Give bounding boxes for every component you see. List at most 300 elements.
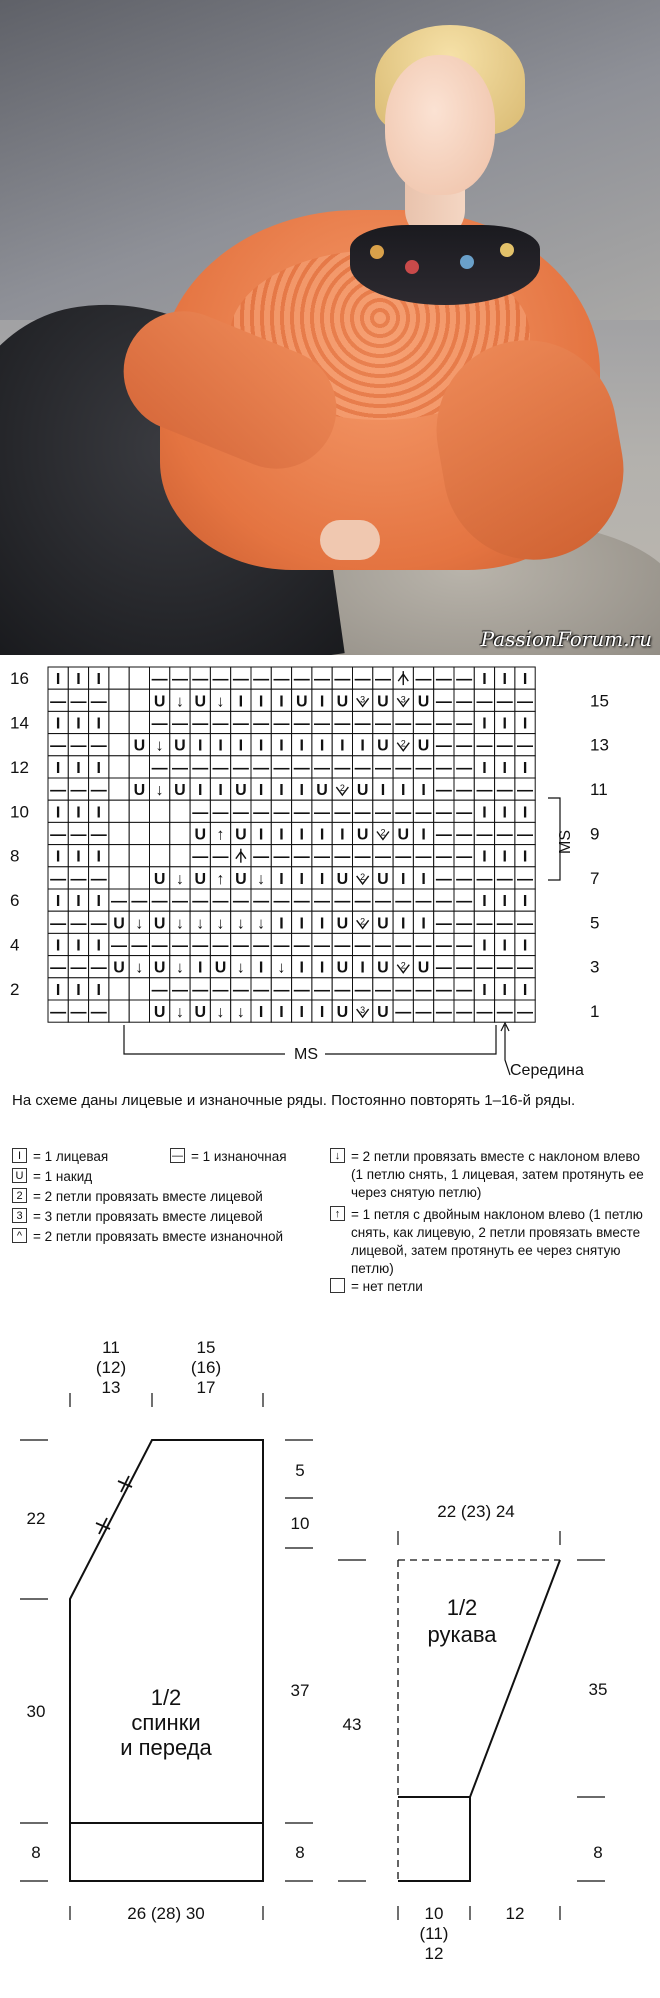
chart-cell-text: U — [153, 915, 166, 933]
chart-cell-text: — — [517, 782, 534, 800]
chart-cell-text: — — [212, 671, 229, 689]
chart-cell — [68, 867, 88, 889]
chart-cell — [170, 978, 190, 1000]
chart-cell — [292, 756, 312, 778]
chart-cell-text: — — [151, 715, 168, 733]
chart-cell — [210, 689, 230, 711]
chart-cell-text: — — [314, 848, 331, 866]
chart-cell — [210, 867, 230, 889]
chart-cell — [150, 800, 170, 822]
chart-cell — [129, 933, 149, 955]
chart-cell-text: U — [153, 870, 166, 888]
chart-cell-text: I — [319, 1004, 325, 1022]
chart-cell-text: I — [55, 671, 61, 689]
body-right-37: 37 — [290, 1681, 310, 1700]
chart-cell — [474, 911, 494, 933]
chart-cell-text: — — [456, 671, 473, 689]
chart-cell — [251, 822, 271, 844]
chart-cell — [373, 911, 393, 933]
body-bottom: 26 (28) 30 — [127, 1904, 205, 1923]
chart-cell — [109, 756, 129, 778]
chart-cell — [68, 1000, 88, 1022]
chart-cell-text: — — [192, 671, 209, 689]
chart-cell-text: — — [273, 937, 290, 955]
chart-cell — [68, 933, 88, 955]
chart-cell-text: — — [232, 804, 249, 822]
chart-cell-text: — — [435, 671, 452, 689]
chart-cell — [251, 689, 271, 711]
chart-cell — [332, 756, 352, 778]
chart-cell — [251, 778, 271, 800]
chart-cell — [231, 756, 251, 778]
chart-cell-text: I — [55, 804, 61, 822]
chart-cell — [373, 845, 393, 867]
chart-cell — [373, 956, 393, 978]
chart-cell — [150, 978, 170, 1000]
chart-cell — [48, 800, 68, 822]
row-number-right: 9 — [590, 824, 600, 844]
chart-cell — [271, 889, 291, 911]
chart-cell-text: — — [435, 981, 452, 999]
chart-cell-text: U — [235, 826, 247, 844]
chart-cell — [312, 889, 332, 911]
chart-cell — [231, 911, 251, 933]
chart-cell — [292, 845, 312, 867]
chart-cell — [332, 822, 352, 844]
chart-cell-text: — — [374, 715, 391, 733]
chart-cell — [393, 778, 413, 800]
row-number-left: 6 — [10, 891, 20, 911]
chart-cell-text: — — [456, 782, 473, 800]
chart-cell-text: — — [334, 759, 351, 777]
chart-cell — [495, 889, 515, 911]
chart-cell — [292, 711, 312, 733]
chart-cell-text: — — [151, 893, 168, 911]
chart-cell — [495, 956, 515, 978]
chart-cell — [515, 800, 535, 822]
chart-cell — [251, 734, 271, 756]
chart-cell-text: — — [192, 937, 209, 955]
chart-cell-text: — — [253, 671, 270, 689]
chart-cell-text: — — [496, 959, 513, 977]
chart-cell-text: — — [212, 848, 229, 866]
chart-cell-text: ↓ — [155, 782, 164, 800]
ms-vertical-label: MS — [557, 830, 574, 854]
chart-cell — [353, 845, 373, 867]
chart-cell — [495, 911, 515, 933]
chart-cell — [292, 822, 312, 844]
chart-cell-text: — — [293, 981, 310, 999]
k2tog-icon: 2 — [12, 1188, 27, 1203]
chart-cell-text: — — [334, 715, 351, 733]
chart-cell-text: I — [319, 959, 325, 977]
chart-cell-text: I — [96, 937, 101, 955]
chart-cell-text: — — [50, 1004, 67, 1022]
chart-cell-text: — — [171, 937, 188, 955]
chart-cell — [474, 778, 494, 800]
chart-cell — [292, 734, 312, 756]
chart-cell-text: — — [192, 893, 209, 911]
chart-cell — [251, 956, 271, 978]
chart-cell — [48, 778, 68, 800]
chart-cell — [109, 1000, 129, 1022]
chart-cell — [393, 845, 413, 867]
chart-cell-text: — — [171, 759, 188, 777]
chart-cell-text: — — [354, 804, 371, 822]
chart-cell-text: I — [55, 759, 61, 777]
chart-cell-text: I — [76, 937, 81, 955]
chart-cell — [434, 933, 454, 955]
chart-cell — [251, 933, 271, 955]
chart-cell — [48, 867, 68, 889]
chart-cell — [454, 822, 474, 844]
k3tog-icon: 3 — [12, 1208, 27, 1223]
chart-cell-text: — — [253, 937, 270, 955]
chart-cell — [353, 867, 373, 889]
chart-cell — [170, 734, 190, 756]
chart-cell — [109, 956, 129, 978]
chart-cell-text: — — [334, 981, 351, 999]
chart-cell — [434, 800, 454, 822]
chart-cell-text: — — [435, 915, 452, 933]
body-left-22: 22 — [26, 1509, 46, 1528]
chart-cell — [231, 956, 251, 978]
chart-cell — [353, 978, 373, 1000]
chart-cell — [251, 889, 271, 911]
chart-cell-text: I — [502, 893, 507, 911]
chart-cell-text: U — [194, 826, 207, 844]
legend-text: = 1 петля с двойным наклоном влево (1 петлю снять, как лицевую, 2 петли провязать вместе лицевой, затем протянуть ее через снятую петлю) — [351, 1207, 643, 1276]
row-number-left: 16 — [10, 669, 29, 689]
chart-cell-text: — — [192, 804, 209, 822]
chart-cell — [109, 933, 129, 955]
chart-cell-text: U — [417, 737, 430, 755]
chart-cell — [393, 689, 413, 711]
chart-cell — [434, 956, 454, 978]
chart-cell-text: I — [76, 848, 81, 866]
chart-cell-text: I — [238, 693, 244, 711]
chart-cell-text: I — [96, 893, 101, 911]
chart-cell — [413, 667, 433, 689]
chart-cell-text: I — [279, 1004, 284, 1022]
chart-cell — [109, 711, 129, 733]
chart-cell — [434, 822, 454, 844]
chart-cell-text: — — [90, 1004, 107, 1022]
chart-cell — [373, 889, 393, 911]
chart-cell — [454, 845, 474, 867]
chart-cell — [89, 956, 109, 978]
chart-cell — [68, 800, 88, 822]
legend-p2tog — [12, 1228, 312, 1246]
chart-cell — [393, 956, 413, 978]
chart-cell — [393, 734, 413, 756]
chart-cell — [251, 867, 271, 889]
chart-cell-text: — — [212, 893, 229, 911]
chart-cell-text: ↓ — [257, 915, 266, 933]
legend-text: = 1 накид — [33, 1169, 93, 1184]
chart-cell-text: — — [415, 1004, 432, 1022]
legend-text: = 3 петли провязать вместе лицевой — [33, 1209, 263, 1224]
chart-cell — [292, 689, 312, 711]
chart-cell-text: 2 — [400, 960, 406, 971]
chart-cell — [312, 756, 332, 778]
chart-cell-text: ↑ — [216, 870, 225, 888]
chart-cell — [190, 734, 210, 756]
chart-cell — [210, 756, 230, 778]
chart-cell — [474, 1000, 494, 1022]
chart-cell — [474, 956, 494, 978]
chart-cell — [48, 822, 68, 844]
hand — [320, 520, 380, 560]
chart-cell — [68, 711, 88, 733]
chart-cell-text: — — [293, 715, 310, 733]
chart-cell-text: 3 — [360, 694, 366, 705]
chart-cell-text: — — [374, 937, 391, 955]
chart-cell-text: — — [90, 870, 107, 888]
chart-cell-text: I — [258, 959, 264, 977]
chart-cell — [373, 778, 393, 800]
chart-cell — [393, 756, 413, 778]
legend-k3tog — [12, 1208, 332, 1226]
embellished-collar — [350, 225, 540, 305]
chart-cell-text: I — [299, 1004, 304, 1022]
chart-cell — [89, 911, 109, 933]
chart-cell — [150, 822, 170, 844]
chart-cell-text: — — [354, 715, 371, 733]
chart-cell — [495, 867, 515, 889]
chart-cell-text: — — [293, 848, 310, 866]
chart-cell — [170, 889, 190, 911]
row-number-left: 12 — [10, 757, 29, 777]
chart-cell — [353, 822, 373, 844]
chart-cell — [129, 978, 149, 1000]
chart-cell-text: — — [90, 826, 107, 844]
chart-cell — [190, 911, 210, 933]
chart-cell-text: 2 — [360, 916, 366, 927]
chart-cell — [190, 667, 210, 689]
chart-cell-text: — — [212, 937, 229, 955]
chart-cell — [109, 822, 129, 844]
chart-cell — [190, 778, 210, 800]
chart-cell — [353, 911, 373, 933]
chart-cell — [68, 911, 88, 933]
chart-cell — [210, 711, 230, 733]
chart-cell — [170, 1000, 190, 1022]
chart-cell-text: — — [70, 915, 87, 933]
chart-cell-text: — — [90, 782, 107, 800]
chart-cell — [292, 978, 312, 1000]
chart-cell — [495, 845, 515, 867]
chart-cell — [393, 911, 413, 933]
chart-cell — [373, 667, 393, 689]
chart-cell — [474, 800, 494, 822]
chart-cell-text: I — [299, 782, 304, 800]
chart-cell — [434, 867, 454, 889]
chart-cell-text: — — [192, 848, 209, 866]
body-title-3: и переда — [120, 1735, 212, 1760]
chart-cell — [474, 845, 494, 867]
chart-cell-text: I — [340, 826, 345, 844]
chart-cell — [373, 933, 393, 955]
chart-cell — [495, 933, 515, 955]
chart-cell — [251, 756, 271, 778]
chart-cell-text: I — [218, 737, 223, 755]
legend-text: = 2 петли провязать вместе лицевой — [33, 1189, 263, 1204]
chart-cell-text: I — [319, 870, 325, 888]
chart-cell-text: I — [482, 893, 487, 911]
chart-cell — [312, 822, 332, 844]
chart-cell-text: — — [415, 715, 432, 733]
chart-cell — [170, 822, 190, 844]
chart-cell-text: — — [253, 893, 270, 911]
chart-cell-text: I — [502, 848, 507, 866]
chart-cell — [129, 867, 149, 889]
chart-cell — [210, 667, 230, 689]
chart-cell-text: I — [299, 915, 304, 933]
chart-cell-text: — — [456, 804, 473, 822]
chart-cell-text: — — [131, 937, 148, 955]
chart-cell — [353, 800, 373, 822]
chart-cell — [210, 889, 230, 911]
purl-icon: — — [172, 1149, 183, 1162]
chart-cell-text: 2 — [339, 783, 345, 794]
chart-cell — [393, 822, 413, 844]
legend-k2tog — [12, 1188, 332, 1206]
chart-cell — [68, 756, 88, 778]
chart-cell-text: — — [50, 826, 67, 844]
chart-cell — [474, 822, 494, 844]
chart-cell-text: U — [377, 915, 389, 933]
chart-note: На схеме даны лицевые и изнаночные ряды. Постоянно повторять 1–16-й ряды. — [12, 1092, 576, 1109]
chart-cell-text: — — [456, 848, 473, 866]
chart-cell-text: I — [55, 937, 61, 955]
chart-cell — [48, 933, 68, 955]
chart-cell-text: — — [192, 759, 209, 777]
chart-cell — [68, 956, 88, 978]
legend-text: = нет петли — [351, 1279, 423, 1294]
body-top-left-3: 13 — [101, 1378, 121, 1397]
chart-cell-text: I — [258, 737, 264, 755]
chart-cell-text: — — [70, 959, 87, 977]
chart-cell — [190, 1000, 210, 1022]
body-top-right-2: (16) — [190, 1358, 222, 1377]
chart-cell-text: — — [374, 804, 391, 822]
model-photo — [0, 0, 660, 655]
chart-cell — [332, 933, 352, 955]
chart-cell-text: — — [456, 715, 473, 733]
chart-cell — [190, 822, 210, 844]
chart-cell-text: U — [133, 782, 146, 800]
chart-cell — [251, 711, 271, 733]
chart-cell — [373, 822, 393, 844]
chart-cell-text: — — [456, 893, 473, 911]
chart-cell-text: — — [476, 693, 493, 711]
chart-cell-text: ↓ — [175, 959, 184, 977]
chart-cell — [515, 667, 535, 689]
chart-cell-text: — — [496, 693, 513, 711]
chart-cell-text: U — [153, 1004, 166, 1022]
row-number-right: 13 — [590, 735, 609, 755]
chart-cell — [48, 711, 68, 733]
chart-cell-text: I — [258, 782, 264, 800]
chart-cell-text: ↓ — [135, 959, 144, 977]
chart-cell — [251, 845, 271, 867]
chart-cell — [48, 756, 68, 778]
chart-cell-text: I — [502, 937, 507, 955]
dimension-ticks — [20, 1393, 605, 1920]
chart-cell — [89, 800, 109, 822]
chart-cell — [332, 867, 352, 889]
chart-cell-text: — — [253, 848, 270, 866]
chart-cell — [190, 867, 210, 889]
legend-text: = 1 лицевая — [33, 1149, 109, 1164]
chart-cell-text: — — [232, 759, 249, 777]
middle-label: Середина — [510, 1062, 584, 1079]
chart-cell — [474, 889, 494, 911]
chart-cell — [515, 867, 535, 889]
chart-cell-text: — — [293, 804, 310, 822]
chart-cell-text: — — [212, 715, 229, 733]
chart-cell-text: — — [517, 870, 534, 888]
face — [385, 55, 495, 195]
chart-cell-text: I — [502, 981, 507, 999]
chart-cell — [373, 734, 393, 756]
chart-cell-text: — — [273, 804, 290, 822]
chart-cell-text: — — [517, 826, 534, 844]
chart-cell — [109, 911, 129, 933]
row-number-left: 2 — [10, 979, 20, 999]
chart-cell-text: — — [456, 959, 473, 977]
chart-cell — [332, 845, 352, 867]
chart-cell-text: I — [55, 893, 61, 911]
chart-cell — [373, 689, 393, 711]
chart-cell — [312, 845, 332, 867]
chart-cell — [271, 667, 291, 689]
chart-cell — [68, 734, 88, 756]
chart-cell-text: — — [415, 848, 432, 866]
chart-cell-text: — — [435, 848, 452, 866]
chart-cell — [434, 667, 454, 689]
chart-cell — [129, 800, 149, 822]
chart-cell — [515, 778, 535, 800]
chart-cell — [332, 711, 352, 733]
chart-cell — [170, 867, 190, 889]
chart-cell — [190, 845, 210, 867]
chart-cell — [515, 689, 535, 711]
chart-cell-text: — — [435, 782, 452, 800]
chart-cell — [251, 911, 271, 933]
chart-cell — [251, 978, 271, 1000]
chart-cell — [332, 889, 352, 911]
chart-cell-text: — — [476, 915, 493, 933]
chart-cell-text: — — [90, 693, 107, 711]
chart-cell-text: — — [496, 782, 513, 800]
chart-cell — [231, 822, 251, 844]
chart-cell-text: I — [401, 782, 406, 800]
body-title-2: спинки — [131, 1710, 201, 1735]
chart-cell — [373, 867, 393, 889]
chart-cell-text: I — [340, 737, 345, 755]
chart-cell-text: — — [517, 959, 534, 977]
chart-cell-text: — — [232, 937, 249, 955]
chart-cell — [271, 756, 291, 778]
chart-cell-text: — — [496, 826, 513, 844]
chart-cell-text: — — [90, 959, 107, 977]
chart-cell-text: I — [522, 671, 528, 689]
chart-cell-text: — — [415, 804, 432, 822]
chart-cell-text: — — [90, 737, 107, 755]
chart-cell-text: U — [235, 782, 247, 800]
